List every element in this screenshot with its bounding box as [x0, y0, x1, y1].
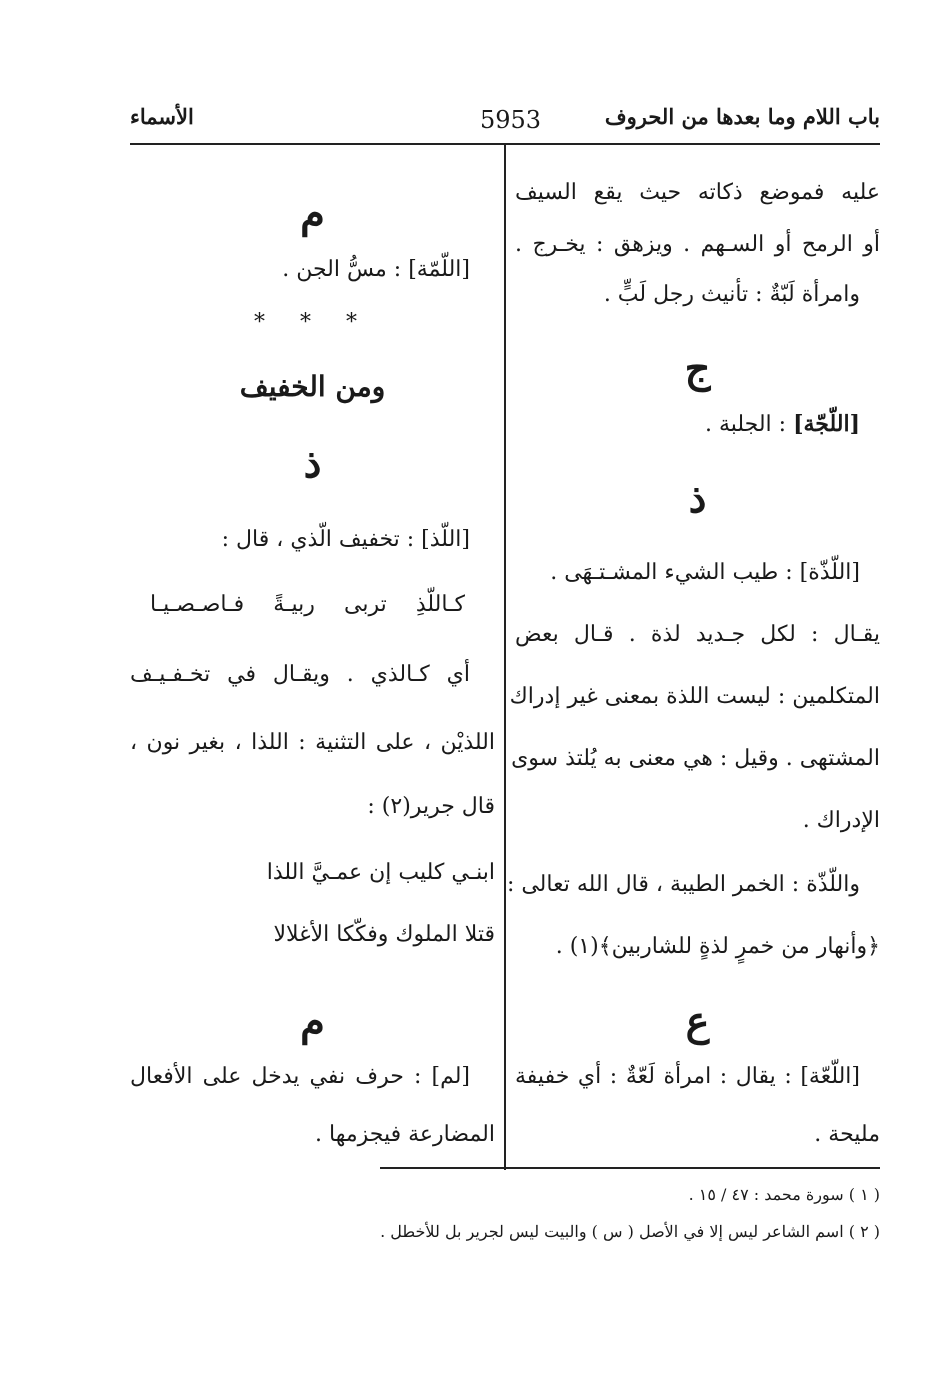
section-letter: م — [300, 190, 325, 237]
chapter-title: باب اللام وما بعدها من الحروف — [604, 104, 880, 129]
text-line: [اللّذّة] : طيب الشيء المشـتـهَى . — [550, 560, 860, 585]
text-line: أي كـالذي . ويقـال في تخـفـيـف — [130, 662, 470, 687]
section-letter: ج — [684, 345, 711, 392]
text-line: اللذيْن ، على التثنية : اللذا ، بغير نون ، — [130, 730, 495, 755]
text-line: يقـال : لكل جـديد لذة . قـال بعض — [515, 622, 880, 647]
text-line: المضارعة فيجزمها . — [315, 1122, 495, 1147]
poetry-line: قتلا الملوك وفكّكا الأغلالا — [273, 922, 495, 947]
entry-lamma: [اللّمّة] : مسُّ الجن . — [282, 257, 470, 282]
section-letter: م — [300, 998, 325, 1045]
footnote-rule — [380, 1167, 880, 1169]
subsection-heading: ومن الخفيف — [239, 370, 386, 403]
text-line: مليحة . — [814, 1122, 880, 1147]
footnote: ( ٢ ) اسم الشاعر ليس إلا في الأصل ( س ) والبيت ليس لجرير بل للأخطل . — [380, 1222, 880, 1241]
entry-term: [اللّجّة] — [793, 411, 860, 437]
quran-verse: ﴿وأنهار من خمرٍ لذةٍ للشاربين﴾(١) . — [555, 934, 880, 959]
entry-definition: : الجلبة . — [704, 412, 787, 437]
section-letter: ذ — [688, 475, 707, 522]
text-line: قال جرير(٢) : — [367, 794, 495, 819]
running-header — [130, 100, 880, 140]
text-line: الإدراك . — [802, 808, 880, 833]
text-line: أو الرمح أو السـهم . ويزهق : يخـرج . — [515, 232, 880, 257]
page-number: 5953 — [480, 106, 542, 134]
text-line: المشتهى . وقيل : هي معنى به يُلتذ سوى — [511, 746, 880, 771]
text-line: وامرأة لَبّةٌ : تأنيث رجل لَبٍّ . — [603, 282, 860, 307]
text-line: واللّذّة : الخمر الطيبة ، قال الله تعالى : — [506, 872, 860, 897]
text-line: [اللّذ] : تخفيف الّذي ، قال : — [221, 527, 470, 552]
text-line: [لم] : حرف نفي يدخل على الأفعال — [130, 1064, 470, 1089]
separator-stars: * * * — [254, 310, 371, 335]
section-letter: ع — [685, 998, 710, 1045]
text-line: المتكلمين : ليست اللذة بمعنى غير إدراك — [509, 684, 880, 709]
column-divider — [504, 145, 506, 1170]
section-title: الأسماء — [130, 104, 194, 129]
text-line: [اللّعّة] : يقال : امرأة لَعّةٌ : أي خفيفة — [515, 1064, 860, 1089]
entry-lujja — [705, 410, 860, 440]
section-letter: ذ — [303, 440, 322, 487]
poetry-line: ابنـي كليب إن عمـيَّ اللذا — [266, 860, 495, 885]
poetry-line: كـاللّذِ تربى ربيـةً فـاصـصـيـا — [150, 592, 465, 617]
footnote: ( ١ ) سورة محمد : ٤٧ / ١٥ . — [688, 1185, 880, 1204]
text-line: عليه فموضع ذكاته حيث يقع السيف — [515, 180, 880, 205]
